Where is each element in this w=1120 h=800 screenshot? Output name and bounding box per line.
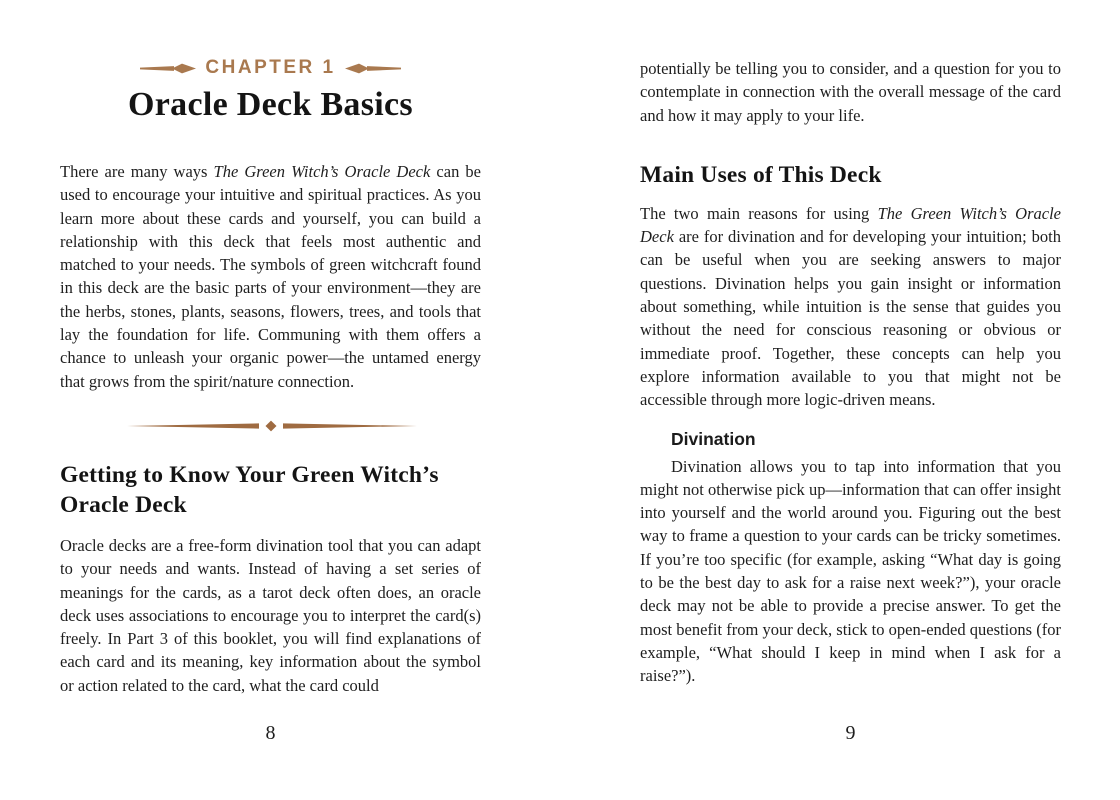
intro-text-2: can be used to encourage your intuitive and spiritual practices. As you learn more about these cards and yourself, you can build a relationship with this deck that feels most authentic and matched to your needs. The symbols of green witchcraft found in this deck are the basic parts of your environment—they are the herbs, stones, plants, seasons, flowers, trees, and tools that lay the foundation for life. Communing with them offers a chance to unleash your organic power—the untamed energy that grows from the spirit/nature connection. [60, 162, 481, 391]
main-uses-paragraph [640, 202, 1061, 412]
chapter-label: CHAPTER 1 [205, 57, 336, 78]
main-uses-text-1: The two main reasons for using [640, 203, 878, 223]
section-divider-icon [125, 419, 417, 433]
book-title-italic-right: The Green Witch’s Oracle Deck [640, 203, 1062, 247]
chapter-title: Oracle Deck Basics [128, 86, 413, 123]
intro-paragraph [60, 160, 481, 393]
subsection-heading-divination: Divination [671, 428, 756, 449]
intro-text-1: There are many ways [60, 162, 214, 181]
chapter-header [60, 57, 481, 79]
chapter-arrow-left-icon [140, 62, 196, 75]
divination-paragraph: Divination allows you to tap into information that you might not otherwise pick up—information that can offer insight into yourself and the world around you. Figuring out the best way to frame a question to your cards can be tricky sometimes. If you’re too specific (for example, asking “What day is going to be the best day to ask for a raise next week?”), your oracle deck may not be able to provide a precise answer. To get the most benefit from your deck, stick to open-ended questions (for example, “What should I keep in mind when I ask for a raise?”). [640, 456, 1061, 686]
section-paragraph: Oracle decks are a free-form divination tool that you can adapt to your needs and wants. Instead of having a set series of meanings for the cards, as a tarot deck often does, an oracle deck uses associations to encourage you to interpret the card(s) freely. In Part 3 of this booklet, you will find explanations of each card and its meaning, key information about the symbol or action related to the card, what the card could [60, 535, 481, 695]
right-page-column [640, 0, 1061, 800]
chapter-arrow-right-icon [345, 62, 401, 75]
left-page-column [60, 0, 481, 800]
page-number-right: 9 [845, 722, 856, 744]
section-divider [60, 419, 481, 438]
section-heading-main-uses: Main Uses of This Deck [640, 161, 882, 188]
page-number-left: 8 [265, 722, 276, 744]
book-title-italic: The Green Witch’s Oracle Deck [213, 162, 431, 181]
main-uses-text-2: are for divination and for developing your intuition; both can be useful when you are seeking answers to major questions. Divination helps you gain insight or information about something, while intuition is the sense that guides you without the need for conscious reasoning or obvious or immediate proof. Together, these concepts can help you explore information available to you that might not be accessible through more logic-driven means. [640, 227, 1061, 410]
continued-paragraph: potentially be telling you to consider, and a question for you to contemplate in connection with the overall message of the card and how it may apply to your life. [640, 59, 1061, 125]
right-page [560, 0, 1120, 800]
section-heading-getting-to-know: Getting to Know Your Green Witch’s Oracle Deck [60, 461, 439, 518]
